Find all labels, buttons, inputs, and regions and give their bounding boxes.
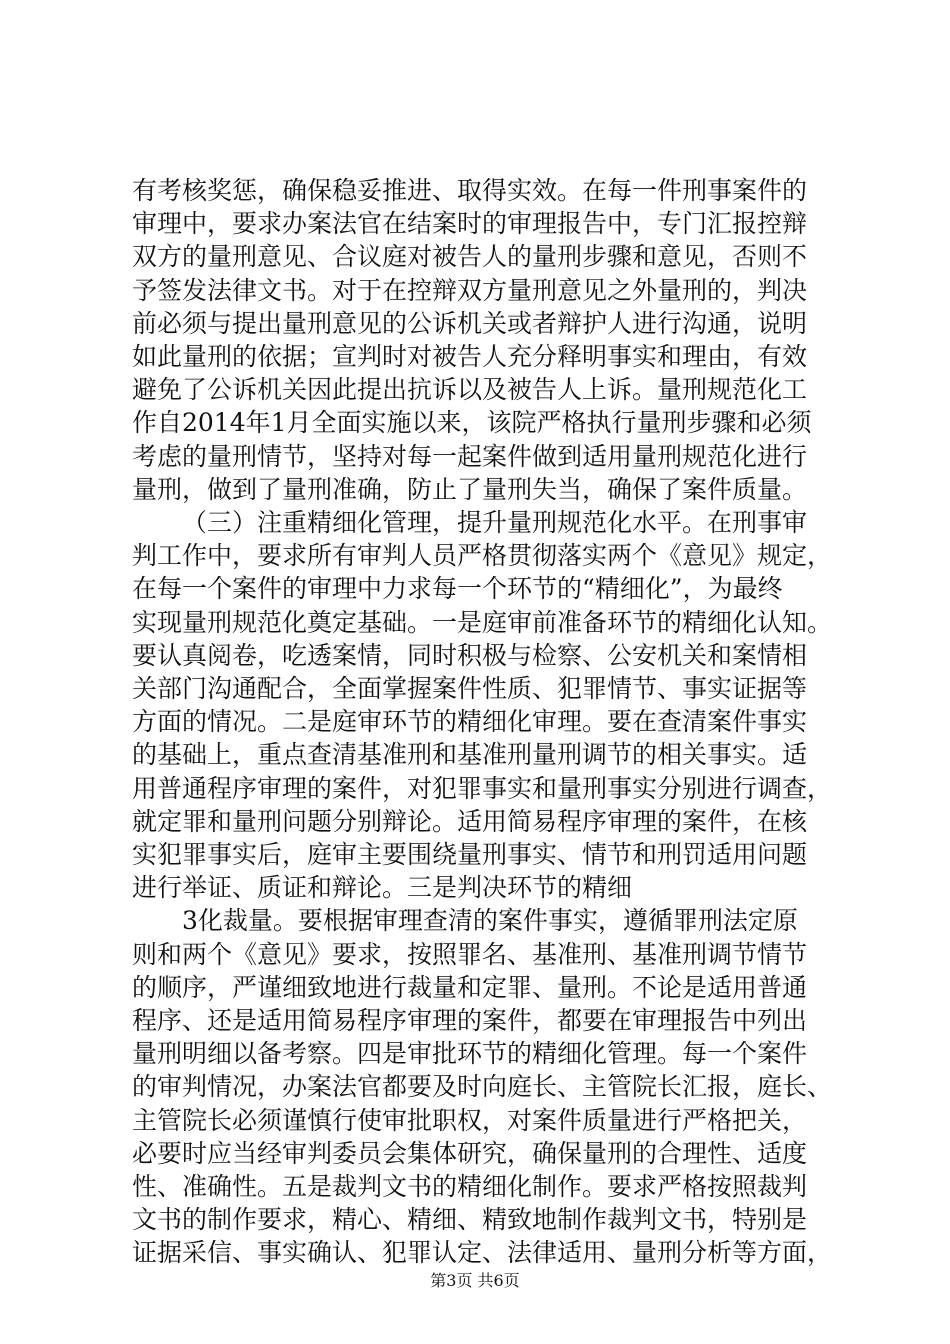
text-line: 进行举证、质证和辩论。三是判决环节的精细 [132, 873, 633, 902]
text-line: 审理中，要求办案法官在结案时的审理报告中，专门汇报控辩 [132, 209, 808, 238]
text-line: 予签发法律文书。对于在控辩双方量刑意见之外量刑的，判决 [132, 276, 808, 305]
text-line: 程序、还是适用简易程序审理的案件，都要在审理报告中列出 [132, 1006, 808, 1035]
text-line: 如此量刑的依据；宣判时对被告人充分释明事实和理由，有效 [132, 342, 808, 371]
text-line: 就定罪和量刑问题分别辩论。适用简易程序审理的案件，在核 [132, 807, 808, 836]
text-line: 则和两个《意见》要求，按照罪名、基准刑、基准刑调节情节 [132, 940, 808, 969]
text-line: 实现量刑规范化奠定基础。一是庭审前准备环节的精细化认知。 [132, 608, 833, 637]
text-line: 作自2014年1月全面实施以来，该院严格执行量刑步骤和必须 [132, 408, 812, 437]
text-line: 主管院长必须谨慎行使审批职权，对案件质量进行严格把关， [132, 1106, 808, 1135]
text-line: 证据采信、事实确认、犯罪认定、法律适用、量刑分析等方面， [132, 1238, 833, 1267]
text-line: 前必须与提出量刑意见的公诉机关或者辩护人进行沟通，说明 [132, 309, 808, 338]
page-number-footer: 第3页 共6页 [430, 1271, 520, 1290]
text-line: （三）注重精细化管理，提升量刑规范化水平。在刑事审 [182, 508, 808, 537]
text-line: 实犯罪事实后，庭审主要围绕量刑事实、情节和刑罚适用问题 [132, 840, 808, 869]
text-line: 双方的量刑意见、合议庭对被告人的量刑步骤和意见，否则不 [132, 242, 808, 271]
text-line: 必要时应当经审判委员会集体研究，确保量刑的合理性、适度 [132, 1139, 808, 1168]
text-line: 的顺序，严谨细致地进行裁量和定罪、量刑。不论是适用普通 [132, 973, 808, 1002]
text-line: 3化裁量。要根据审理查清的案件事实，遵循罪刑法定原 [182, 906, 798, 935]
text-line: 用普通程序审理的案件，对犯罪事实和量刑事实分别进行调查， [132, 774, 833, 803]
text-line: 的审判情况，办案法官都要及时向庭长、主管院长汇报，庭长、 [132, 1072, 833, 1101]
text-line: 量刑，做到了量刑准确，防止了量刑失当，确保了案件质量。 [132, 475, 808, 504]
text-line: 关部门沟通配合，全面掌握案件性质、犯罪情节、事实证据等 [132, 674, 808, 703]
text-line: 文书的制作要求，精心、精细、精致地制作裁判文书，特别是 [132, 1205, 808, 1234]
text-line: 量刑明细以备考察。四是审批环节的精细化管理。每一个案件 [132, 1039, 808, 1068]
text-line: 有考核奖惩，确保稳妥推进、取得实效。在每一件刑事案件的 [132, 176, 808, 205]
text-line: 的基础上，重点查清基准刑和基准刑量刑调节的相关事实。适 [132, 740, 808, 769]
text-line: 判工作中，要求所有审判人员严格贯彻落实两个《意见》规定， [132, 541, 833, 570]
text-line: 方面的情况。二是庭审环节的精细化审理。要在查清案件事实 [132, 707, 808, 736]
text-line: 在每一个案件的审理中力求每一个环节的“精细化”，为最终 [132, 574, 783, 603]
text-line: 性、准确性。五是裁判文书的精细化制作。要求严格按照裁判 [132, 1172, 808, 1201]
text-line: 避免了公诉机关因此提出抗诉以及被告人上诉。量刑规范化工 [132, 375, 808, 404]
text-line: 要认真阅卷，吃透案情，同时积极与检察、公安机关和案情相 [132, 641, 808, 670]
text-line: 考虑的量刑情节，坚持对每一起案件做到适用量刑规范化进行 [132, 442, 808, 471]
